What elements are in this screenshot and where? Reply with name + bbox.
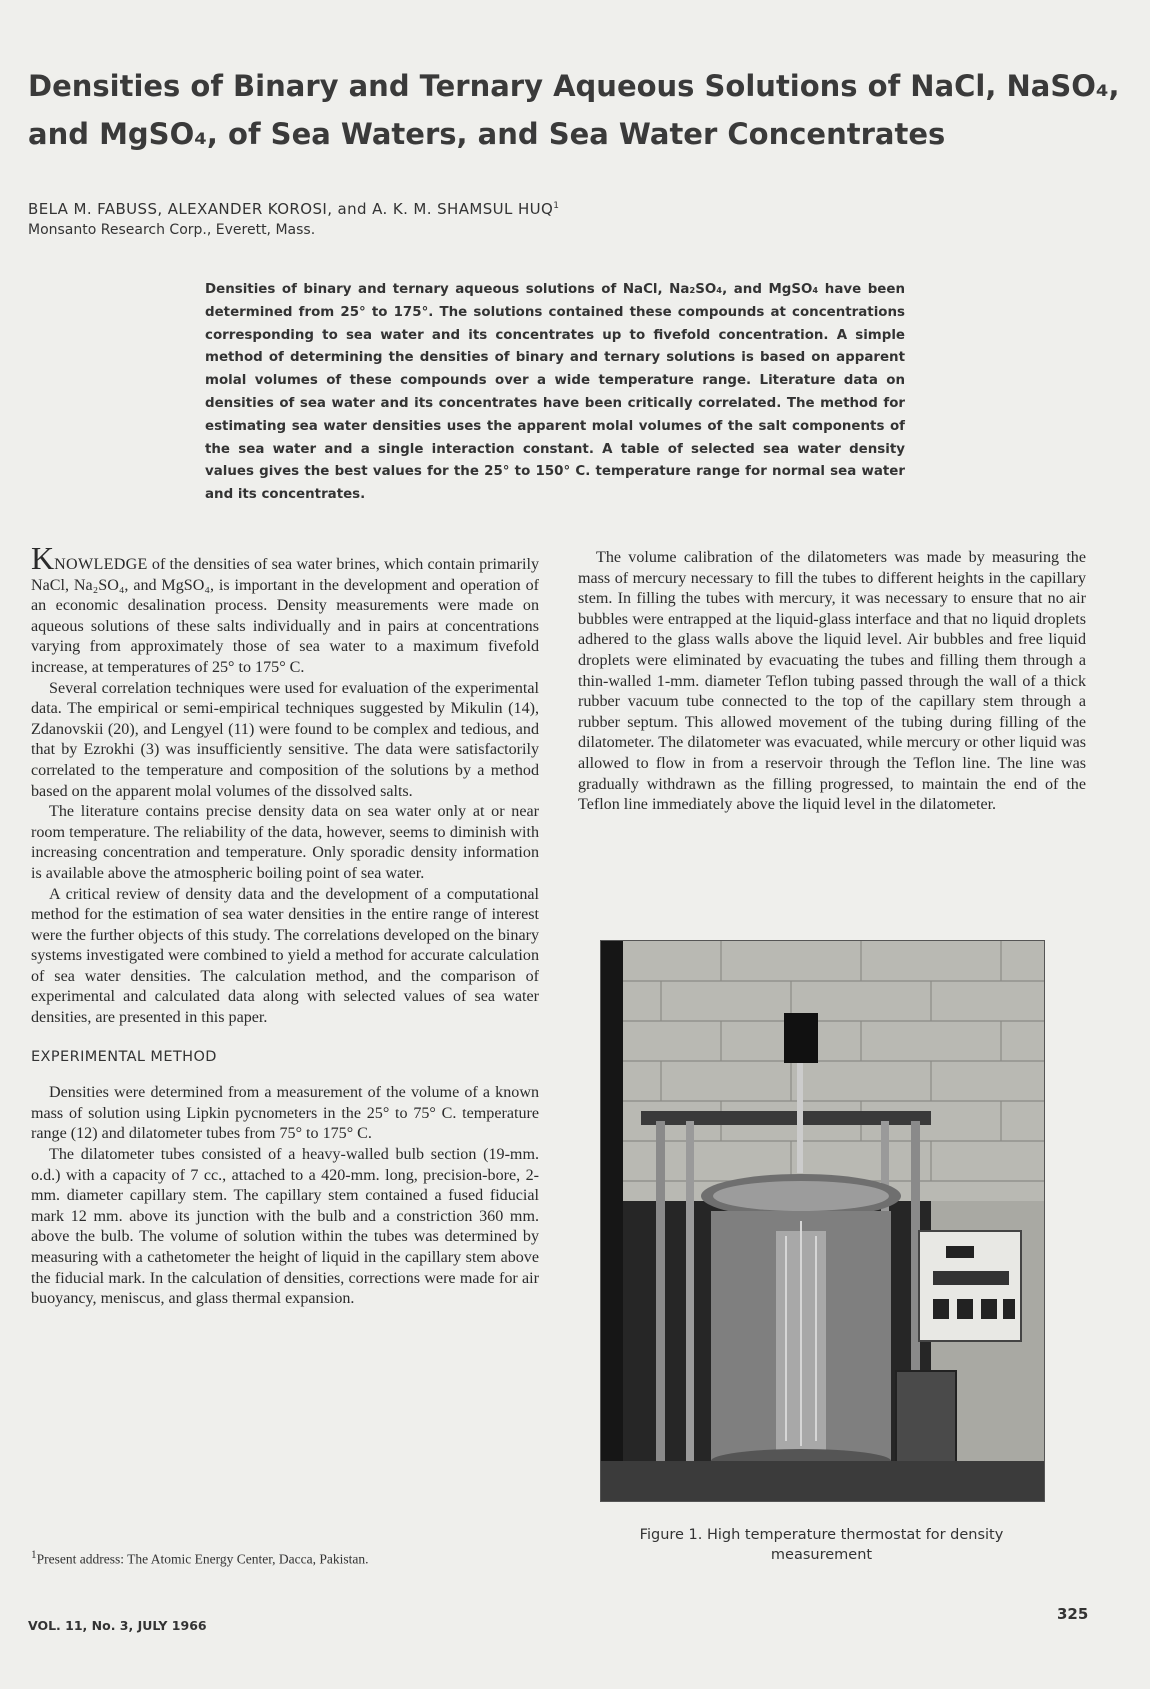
footnote-text: Present address: The Atomic Energy Center, Dacca, Pakistan. bbox=[36, 1551, 369, 1567]
thermostat-photo-illustration bbox=[601, 941, 1044, 1501]
body-column-left bbox=[31, 540, 539, 1310]
abstract: Densities of binary and ternary aqueous solutions of NaCl, Na₂SO₄, and MgSO₄ have been determined from 25° to 175°. The solutions contained these compounds at concentrations corresponding to sea water and its concentrates up to fivefold concentration. A simple method of determining the densities of binary and ternary solutions is based on apparent molal volumes of these compounds over a wide temperature range. Literature data on densities of sea water and its concentrates have been critically correlated. The method for estimating sea water densities uses the apparent molal volumes of the salt components of the sea water and a single interaction constant. A table of selected sea water density values gives the best values for the 25° to 150° C. temperature range for normal sea water and its concentrates. bbox=[205, 282, 905, 503]
body-column-right bbox=[578, 548, 1086, 816]
figure-photo bbox=[600, 940, 1045, 1502]
author-footnote-mark: 1 bbox=[553, 201, 560, 211]
affiliation: Monsanto Research Corp., Everett, Mass. bbox=[28, 222, 316, 238]
body-paragraph: Several correlation techniques were used for evaluation of the experimental data. The empirical or semi-empirical techniques suggested by Mikulin (14), Zdanovskii (20), and Lengyel (11) were found to be complex and tedious, and that by Ezrokhi (3) was insufficiently sensitive. The data were satisfactorily correlated to the temperature and composition of the solutions by a method based on the apparent molal volumes of the dissolved salts. bbox=[31, 679, 539, 800]
section-heading: EXPERIMENTAL METHOD bbox=[31, 1048, 217, 1065]
drop-cap: K bbox=[31, 540, 55, 576]
page-number: 325 bbox=[1057, 1605, 1089, 1623]
footnote-mark: 1 bbox=[31, 1549, 37, 1561]
footnote bbox=[31, 1549, 369, 1568]
journal-footer: VOL. 11, No. 3, JULY 1966 bbox=[28, 1618, 207, 1633]
intro-text: of the densities of sea water brines, which contain primarily NaCl, Na₂SO₄, and MgSO₄, is important in the development and operation of an economic desalination process. Density measurements were made on aqueous solutions of these salts individually and in pairs at concentrations varying from approximately those of sea water to a maximum fivefold increase, at temperatures of 25° to 175° C. bbox=[31, 556, 539, 676]
intro-paragraph bbox=[31, 540, 539, 679]
body-paragraph: The volume calibration of the dilatometers was made by measuring the mass of mercury necessary to fill the tubes to different heights in the capillary stem. In filling the tubes with mercury, it was necessary to ensure that no air bubbles were entrapped at the liquid-glass interface and that no liquid droplets adhered to the glass walls above the liquid level. Air bubbles and free liquid droplets were eliminated by evacuating the tubes and filling them through a thin-walled 1-mm. diameter Teflon tubing passed through the wall of a thick rubber vacuum tube connected to the top of the capillary stem through a rubber septum. This allowed movement of the tubing during filling of the dilatometer. The dilatometer was evacuated, while mercury or other liquid was allowed to flow in from a reservoir through the Teflon line. The line was gradually withdrawn as the filling progressed, to maintain the end of the Teflon line immediately above the liquid level in the dilatometer. bbox=[578, 549, 1086, 814]
body-paragraph: The literature contains precise density data on sea water only at or near room temperature. The reliability of the data, however, seems to diminish with increasing concentration and temperature. Only sporadic density information is available above the atmospheric boiling point of sea water. bbox=[31, 803, 539, 882]
intro-smallcaps: NOWLEDGE bbox=[54, 556, 148, 573]
figure-caption: Figure 1. High temperature thermostat for density measurement bbox=[639, 1527, 1004, 1563]
body-paragraph: Densities were determined from a measurement of the volume of a known mass of solution using Lipkin pycnometers in the 25° to 75° C. temperature range (12) and dilatometer tubes from 75° to 175° C. bbox=[31, 1084, 539, 1143]
paper-title: Densities of Binary and Ternary Aqueous Solutions of NaCl, NaSO₄, and MgSO₄, of Sea Waters, and Sea Water Concentrates bbox=[28, 69, 1120, 151]
body-paragraph: The dilatometer tubes consisted of a heavy-walled bulb section (19-mm. o.d.) with a capacity of 7 cc., attached to a 420-mm. long, precision-bore, 2-mm. diameter capillary stem. The capillary stem contained a fused fiducial mark 12 mm. above its junction with the bulb and a constriction 360 mm. above the bulb. The volume of solution within the tubes was determined by measuring with a cathetometer the height of liquid in the capillary stem above the fiducial mark. In the calculation of densities, corrections were made for air buoyancy, meniscus, and glass thermal expansion. bbox=[31, 1146, 539, 1308]
body-paragraph: A critical review of density data and the development of a computational method for the estimation of sea water densities in the entire range of interest were the further objects of this study. The correlations developed on the binary systems investigated were combined to yield a method for accurate calculation of sea water densities. The calculation method, and the comparison of experimental and calculated data along with selected values of sea water densities, are presented in this paper. bbox=[31, 885, 539, 1027]
author-names: BELA M. FABUSS, ALEXANDER KOROSI, and A. K. M. SHAMSUL HUQ bbox=[28, 200, 554, 218]
author-list bbox=[28, 200, 559, 218]
